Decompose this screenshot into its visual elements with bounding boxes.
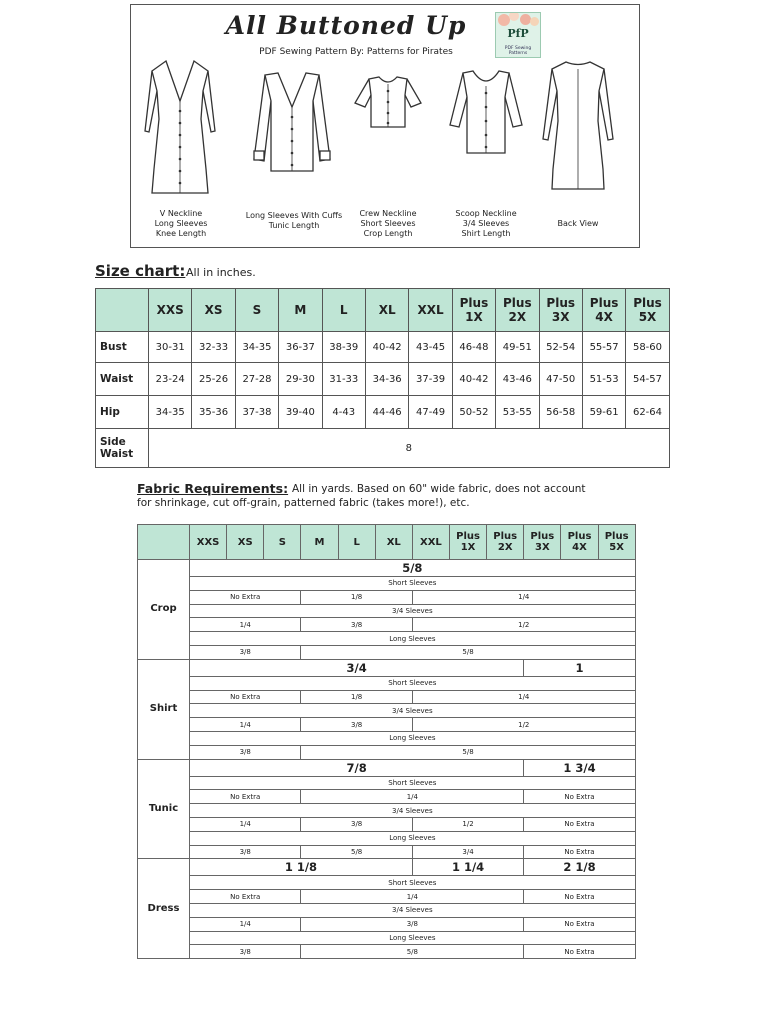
fabric-value: No Extra — [190, 790, 301, 804]
garment-caption-shirt — [442, 209, 530, 239]
measurement-value: 55-57 — [582, 332, 625, 363]
fabric-row — [138, 903, 636, 917]
fabric-value: 3/4 — [412, 845, 523, 859]
cell-line: 4X — [572, 542, 587, 553]
cell-line: 1X — [460, 542, 476, 553]
fabric-note-line2: for shrinkage, cut off-grain, patterned fabric (takes more!), etc. — [137, 497, 470, 509]
measurement-label — [96, 332, 149, 363]
cell-line: 3X — [551, 310, 570, 324]
cell-line: Plus — [459, 296, 489, 310]
measurement-value: 56-58 — [539, 396, 582, 429]
cell-line: 5X — [609, 542, 624, 553]
fabric-row — [138, 804, 636, 818]
measurement-value: 47-49 — [409, 396, 452, 429]
fabric-row — [138, 604, 636, 618]
fabric-value: 1/2 — [412, 817, 523, 831]
cell-line: M — [314, 536, 325, 548]
fabric-value: No Extra — [524, 790, 635, 804]
fabric-value: 1/4 — [190, 618, 301, 632]
fabric-value: No Extra — [190, 590, 301, 604]
cell-line: 4X — [595, 310, 613, 324]
cell-line: S — [278, 536, 286, 548]
fabric-value: 3/8 — [301, 817, 412, 831]
crop-top-illustration — [353, 75, 423, 131]
cell-line: 2X — [497, 542, 513, 553]
size-header-cell — [487, 525, 524, 560]
back-view-illustration — [540, 59, 616, 195]
cell-line: XS — [204, 303, 223, 317]
size-header-cell — [452, 289, 495, 332]
measurement-row — [96, 429, 670, 468]
measurement-value: 34-36 — [365, 363, 408, 396]
fabric-value: 3/8 — [301, 917, 524, 931]
measurement-value: 46-48 — [452, 332, 495, 363]
measurement-value: 59-61 — [582, 396, 625, 429]
fabric-value: 1 3/4 — [524, 759, 635, 776]
fabric-row — [138, 560, 636, 577]
fabric-value: Short Sleeves — [190, 577, 636, 591]
caption-line: 3/4 Sleeves — [462, 219, 510, 228]
size-header-cell — [409, 289, 452, 332]
brand-logo — [495, 12, 541, 58]
garment-label: Tunic — [138, 759, 190, 859]
measurement-value: 52-54 — [539, 332, 582, 363]
caption-line: Short Sleeves — [360, 219, 416, 228]
size-header-cell — [449, 525, 486, 560]
measurement-value: 30-31 — [149, 332, 192, 363]
fabric-value: 1 1/4 — [412, 859, 523, 876]
size-header-row — [96, 289, 670, 332]
cell-line: Waist — [100, 448, 134, 460]
fabric-row — [138, 704, 636, 718]
measurement-row — [96, 363, 670, 396]
size-header-cell — [264, 525, 301, 560]
shirt-illustration — [447, 69, 525, 157]
measurement-value: 62-64 — [626, 396, 669, 429]
cell-line: M — [294, 303, 307, 317]
fabric-value: 3/4 Sleeves — [190, 604, 636, 618]
measurement-row — [96, 332, 670, 363]
cell-line: Hip — [100, 406, 120, 418]
fabric-value: 1/8 — [301, 590, 412, 604]
cell-line: XS — [237, 536, 253, 548]
fabric-value: 5/8 — [301, 745, 635, 759]
fabric-value: 5/8 — [190, 560, 636, 577]
caption-line: Tunic Length — [268, 221, 320, 230]
measurement-value: 37-39 — [409, 363, 452, 396]
caption-line: Crew Neckline — [359, 209, 417, 218]
fabric-row — [138, 632, 636, 646]
measurement-value: 43-46 — [496, 363, 539, 396]
fabric-value: 5/8 — [301, 845, 412, 859]
cell-line: 2X — [508, 310, 527, 324]
size-header-cell — [539, 289, 582, 332]
measurement-value: 27-28 — [235, 363, 278, 396]
fabric-value: 3/8 — [301, 718, 412, 732]
measurement-value: 8 — [149, 429, 670, 468]
fabric-value: 3/4 Sleeves — [190, 903, 636, 917]
fabric-row — [138, 776, 636, 790]
caption-line: V Neckline — [159, 209, 203, 218]
fabric-value: 3/4 Sleeves — [190, 704, 636, 718]
fabric-value: 3/8 — [190, 845, 301, 859]
size-header-cell — [192, 289, 235, 332]
cell-line: XL — [378, 303, 396, 317]
fabric-row — [138, 718, 636, 732]
size-header-cell — [561, 525, 598, 560]
size-chart-note: All in inches. — [186, 266, 256, 279]
garment-label: Shirt — [138, 659, 190, 759]
fabric-row — [138, 731, 636, 745]
fabric-value: No Extra — [190, 890, 301, 904]
caption-line: Scoop Neckline — [455, 209, 517, 218]
caption-line: Back View — [557, 219, 599, 228]
fabric-row — [138, 831, 636, 845]
fabric-value: Long Sleeves — [190, 831, 636, 845]
size-header-cell — [149, 289, 192, 332]
cell-line: Plus — [503, 296, 532, 310]
fabric-row — [138, 590, 636, 604]
cell-line: L — [353, 536, 360, 548]
measurement-value: 47-50 — [539, 363, 582, 396]
size-header-cell — [496, 289, 539, 332]
measurement-value: 43-45 — [409, 332, 452, 363]
cell-line: Bust — [100, 341, 127, 353]
fabric-row — [138, 931, 636, 945]
measurement-value: 4-43 — [322, 396, 365, 429]
size-header-cell — [626, 289, 669, 332]
fabric-row — [138, 618, 636, 632]
cell-line: S — [252, 303, 262, 317]
fabric-value: 5/8 — [301, 645, 635, 659]
fabric-row — [138, 890, 636, 904]
cell-line: Plus — [604, 531, 629, 542]
fabric-row — [138, 917, 636, 931]
measurement-value: 34-35 — [149, 396, 192, 429]
measurement-label — [96, 429, 149, 468]
size-header-cell — [582, 289, 625, 332]
fabric-value: 1/4 — [301, 790, 524, 804]
cell-line: XXS — [196, 536, 220, 548]
measurement-value: 40-42 — [452, 363, 495, 396]
fabric-value: 2 1/8 — [524, 859, 635, 876]
fabric-row — [138, 577, 636, 591]
fabric-value: No Extra — [524, 817, 635, 831]
fabric-value: No Extra — [524, 890, 635, 904]
cell-line: XL — [386, 536, 401, 548]
measurement-value: 29-30 — [279, 363, 322, 396]
fabric-value: 1/4 — [190, 917, 301, 931]
corner-cell — [96, 289, 149, 332]
measurement-value: 31-33 — [322, 363, 365, 396]
fabric-value: 3/4 Sleeves — [190, 804, 636, 818]
measurement-value: 53-55 — [496, 396, 539, 429]
fabric-header-row — [138, 525, 636, 560]
fabric-value: 1/4 — [190, 817, 301, 831]
fabric-value: No Extra — [524, 917, 635, 931]
size-header-cell — [301, 525, 338, 560]
fabric-value: Long Sleeves — [190, 632, 636, 646]
cell-line: Plus — [546, 296, 575, 310]
fabric-value: 7/8 — [190, 759, 524, 776]
measurement-label — [96, 363, 149, 396]
measurement-value: 51-53 — [582, 363, 625, 396]
fabric-value: 1/8 — [301, 690, 412, 704]
fabric-requirements-title: Fabric Requirements: — [137, 481, 289, 496]
measurement-value: 37-38 — [235, 396, 278, 429]
size-chart-table — [95, 288, 670, 468]
fabric-row — [138, 745, 636, 759]
fabric-row — [138, 659, 636, 676]
fabric-value: 3/8 — [190, 645, 301, 659]
fabric-value: Short Sleeves — [190, 876, 636, 890]
garment-label: Crop — [138, 560, 190, 660]
corner-cell — [138, 525, 190, 560]
fabric-value: Long Sleeves — [190, 731, 636, 745]
garment-caption-crop — [346, 209, 430, 239]
size-header-cell — [227, 525, 264, 560]
fabric-value: Short Sleeves — [190, 776, 636, 790]
fabric-value: 5/8 — [301, 945, 524, 959]
measurement-value: 49-51 — [496, 332, 539, 363]
fabric-row — [138, 645, 636, 659]
cell-line: XXS — [156, 303, 184, 317]
cell-line: Plus — [633, 296, 662, 310]
size-header-cell — [375, 525, 412, 560]
cell-line: 1X — [465, 310, 483, 324]
size-header-cell — [338, 525, 375, 560]
logo-mark: PfP — [507, 27, 529, 40]
fabric-row — [138, 759, 636, 776]
measurement-value: 44-46 — [365, 396, 408, 429]
cell-line: XXL — [420, 536, 442, 548]
size-header-cell — [412, 525, 449, 560]
fabric-value: 1/2 — [412, 618, 635, 632]
cell-line: Plus — [589, 296, 619, 310]
fabric-value: No Extra — [524, 845, 635, 859]
measurement-value: 50-52 — [452, 396, 495, 429]
cell-line: 3X — [535, 542, 550, 553]
fabric-row — [138, 790, 636, 804]
cell-line: XXL — [417, 303, 444, 317]
measurement-value: 40-42 — [365, 332, 408, 363]
fabric-row — [138, 817, 636, 831]
fabric-value: 3/8 — [190, 745, 301, 759]
fabric-value: 3/8 — [190, 945, 301, 959]
fabric-value: No Extra — [190, 690, 301, 704]
size-chart-title: Size chart: — [95, 262, 186, 280]
cell-line: Side — [100, 436, 126, 448]
caption-line: Crop Length — [363, 229, 413, 238]
fabric-value: Long Sleeves — [190, 931, 636, 945]
fabric-row — [138, 845, 636, 859]
measurement-label — [96, 396, 149, 429]
measurement-row — [96, 396, 670, 429]
cell-line: 5X — [638, 310, 657, 324]
measurement-value: 23-24 — [149, 363, 192, 396]
fabric-value: 1/4 — [301, 890, 524, 904]
dress-front-illustration — [142, 59, 218, 199]
garment-caption-back — [536, 219, 620, 229]
fabric-row — [138, 945, 636, 959]
cell-line: Waist — [100, 373, 134, 385]
fabric-row — [138, 859, 636, 876]
fabric-row — [138, 676, 636, 690]
fabric-value: 3/8 — [301, 618, 412, 632]
fabric-value: Short Sleeves — [190, 676, 636, 690]
size-header-cell — [598, 525, 635, 560]
measurement-value: 35-36 — [192, 396, 235, 429]
fabric-value: 1/4 — [412, 690, 635, 704]
garment-label: Dress — [138, 859, 190, 959]
logo-subtext: PDF Sewing Patterns — [504, 46, 532, 56]
caption-line: Shirt Length — [461, 229, 511, 238]
size-header-cell — [322, 289, 365, 332]
measurement-value: 36-37 — [279, 332, 322, 363]
size-header-cell — [279, 289, 322, 332]
fabric-value: 1/2 — [412, 718, 635, 732]
cell-line: Plus — [530, 531, 555, 542]
fabric-requirements-table — [137, 524, 636, 959]
cell-line: L — [339, 303, 348, 317]
document-subtitle: PDF Sewing Pattern By: Patterns for Pirates — [259, 47, 453, 57]
garment-caption-tunic — [239, 211, 349, 231]
measurement-value: 54-57 — [626, 363, 669, 396]
fabric-value: 1 1/8 — [190, 859, 413, 876]
fabric-value: 3/4 — [190, 659, 524, 676]
fabric-value: 1/4 — [190, 718, 301, 732]
measurement-value: 25-26 — [192, 363, 235, 396]
size-header-cell — [365, 289, 408, 332]
fabric-value: No Extra — [524, 945, 635, 959]
fabric-row — [138, 876, 636, 890]
caption-line: Long Sleeves — [154, 219, 208, 228]
header-card — [130, 4, 640, 248]
fabric-value: 1/4 — [412, 590, 635, 604]
measurement-value: 32-33 — [192, 332, 235, 363]
caption-line: Long Sleeves With Cuffs — [245, 211, 343, 220]
measurement-value: 38-39 — [322, 332, 365, 363]
cell-line: Plus — [456, 531, 480, 542]
size-header-cell — [524, 525, 561, 560]
fabric-note-line1: All in yards. Based on 60" wide fabric, does not account — [292, 483, 586, 495]
size-header-cell — [190, 525, 227, 560]
cell-line: Plus — [567, 531, 592, 542]
measurement-value: 34-35 — [235, 332, 278, 363]
document-title: All Buttoned Up — [225, 11, 467, 40]
measurement-value: 58-60 — [626, 332, 669, 363]
fabric-row — [138, 690, 636, 704]
size-header-cell — [235, 289, 278, 332]
measurement-value: 39-40 — [279, 396, 322, 429]
garment-caption-dress — [136, 209, 226, 239]
caption-line: Knee Length — [155, 229, 207, 238]
tunic-illustration — [251, 71, 333, 177]
fabric-value: 1 — [524, 659, 635, 676]
cell-line: Plus — [493, 531, 518, 542]
